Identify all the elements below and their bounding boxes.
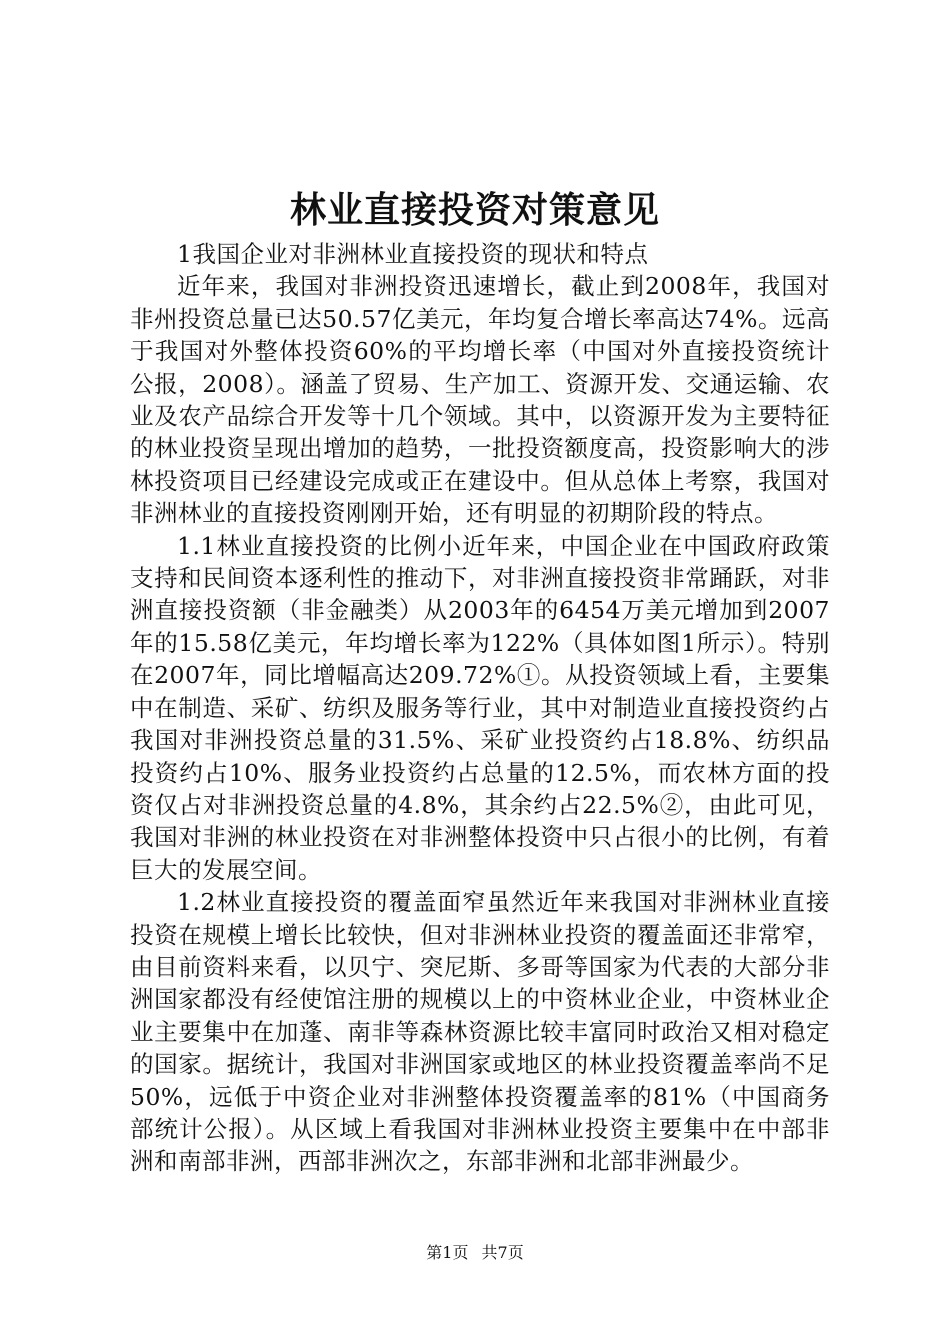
- paragraph: 1.1林业直接投资的比例小近年来，中国企业在中国政府政策支持和民间资本逐利性的推动下，对非洲直接投资非常踊跃，对非洲直接投资额（非金融类）从2003年的6454万美元增加到2007年的15.58亿美元，年均增长率为122%（具体如图1所示）。特别在2007年，同比增幅高达209.72%①。从投资领域上看，主要集中在制造、采矿、纺织及服务等行业，其中对制造业直接投资约占我国对非洲投资总量的31.5%、采矿业投资约占18.8%、纺织品投资约占10%、服务业投资约占总量的12.5%，而农林方面的投资仅占对非洲投资总量的4.8%，其余约占22.5%②，由此可见，我国对非洲的林业投资在对非洲整体投资中只占很小的比例，有着巨大的发展空间。: [130, 531, 830, 884]
- document-body: [130, 238, 830, 1178]
- page-number: 第1页: [426, 1243, 469, 1262]
- page-footer: [0, 1243, 950, 1263]
- section-heading: 1我国企业对非洲林业直接投资的现状和特点: [177, 240, 649, 268]
- paragraph: 近年来，我国对非洲投资迅速增长，截止到2008年，我国对非州投资总量已达50.57亿美元，年均复合增长率高达74%。远高于我国对外整体投资60%的平均增长率（中国对外直接投资统计公报，2008）。涵盖了贸易、生产加工、资源开发、交通运输、农业及农产品综合开发等十几个领域。其中，以资源开发为主要特征的林业投资呈现出增加的趋势，一批投资额度高，投资影响大的涉林投资项目已经建设完成或正在建设中。但从总体上考察，我国对非洲林业的直接投资刚刚开始，还有明显的初期阶段的特点。: [130, 272, 830, 528]
- paragraph: 1.2林业直接投资的覆盖面窄虽然近年来我国对非洲林业直接投资在规模上增长比较快，但对非洲林业投资的覆盖面还非常窄，由目前资料来看，以贝宁、突尼斯、多哥等国家为代表的大部分非洲国家都没有经使馆注册的规模以上的中资林业企业，中资林业企业主要集中在加蓬、南非等森林资源比较丰富同时政治又相对稳定的国家。据统计，我国对非洲国家或地区的林业投资覆盖率尚不足50%，远低于中资企业对非洲整体投资覆盖率的81%（中国商务部统计公报）。从区域上看我国对非洲林业投资主要集中在中部非洲和南部非洲，西部非洲次之，东部非洲和北部非洲最少。: [130, 888, 830, 1176]
- document-title: 林业直接投资对策意见: [289, 189, 660, 231]
- page-total: 共7页: [481, 1243, 524, 1262]
